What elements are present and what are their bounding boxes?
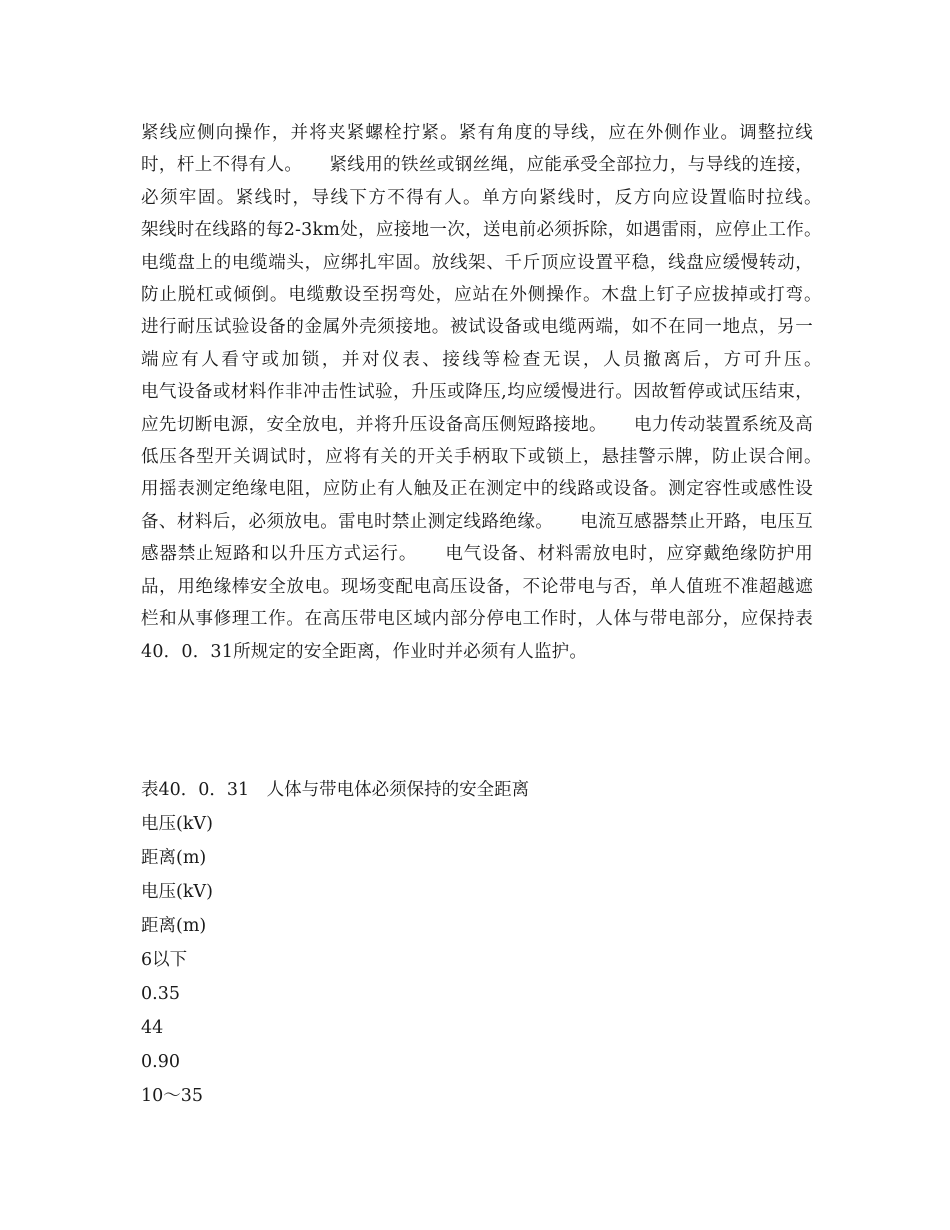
table-cell: 10～35 bbox=[141, 1086, 204, 1106]
table-cell: 电压(kV) bbox=[141, 882, 213, 902]
table-cell: 距离(m) bbox=[141, 848, 207, 868]
safety-distance-table bbox=[141, 773, 529, 1113]
table-cell: 电压(kV) bbox=[141, 814, 213, 834]
table-cell: 6以下 bbox=[141, 950, 188, 970]
body-paragraph: 紧线应侧向操作，并将夹紧螺栓拧紧。紧有角度的导线，应在外侧作业。调整拉线时，杆上不得有人。 紧线用的铁丝或钢丝绳，应能承受全部拉力，与导线的连接，必须牢固。紧线时，导线下方不得有人。单方向紧线时，反方向应设置临时拉线。 架线时在线路的每2-3km处，应接地一次，送电前必须拆除，如遇雷雨，应停止工作。 电缆盘上的电缆端头，应绑扎牢固。放线架、千斤顶应设置平稳，线盘应缓慢转动，防止脱杠或倾倒。电缆敷设至拐弯处，应站在外侧操作。木盘上钉子应拔掉或打弯。 进行耐压试验设备的金属外壳须接地。被试设备或电缆两端，如不在同一地点，另一端应有人看守或加锁，并对仪表、接线等检查无误，人员撤离后，方可升压。 电气设备或材料作非冲击性试验，升压或降压,均应缓慢进行。因故暂停或试压结束，应先切断电源，安全放电，并将升压设备高压侧短路接地。 电力传动装置系统及高低压各型开关调试时，应将有关的开关手柄取下或锁上，悬挂警示牌，防止误合闸。 用摇表测定绝缘电阻，应防止有人触及正在测定中的线路或设备。测定容性或感性设备、材料后，必须放电。雷电时禁止测定线路绝缘。 电流互感器禁止开路，电压互感器禁止短路和以升压方式运行。 电气设备、材料需放电时，应穿戴绝缘防护用品，用绝缘棒安全放电。现场变配电高压设备，不论带电与否，单人值班不准超越遮栏和从事修理工作。在高压带电区域内部分停电工作时，人体与带电部分，应保持表40．0．31所规定的安全距离，作业时并必须有人监护。 bbox=[141, 123, 884, 662]
table-cell: 距离(m) bbox=[141, 916, 207, 936]
table-cell: 0.35 bbox=[141, 984, 180, 1004]
table-cell: 44 bbox=[141, 1018, 164, 1038]
table-caption: 表40．0．31 人体与带电体必须保持的安全距离 bbox=[141, 780, 530, 800]
table-cell: 0.90 bbox=[141, 1052, 180, 1072]
